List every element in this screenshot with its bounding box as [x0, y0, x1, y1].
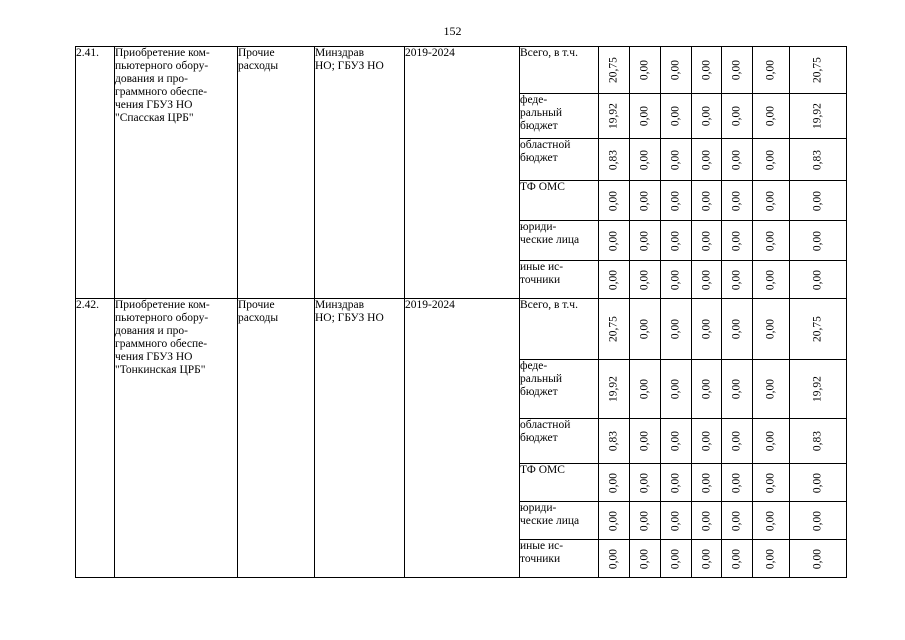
- amount-value: 0,00: [638, 318, 651, 340]
- amount-cell: [753, 540, 790, 578]
- funding-source-line: Всего, в т.ч.: [520, 47, 578, 59]
- amount-value: 0,00: [764, 548, 777, 569]
- amount-value: 0,00: [730, 548, 743, 569]
- amount-value: 19,92: [811, 376, 824, 402]
- activity-description: [115, 47, 238, 299]
- amount-value: 0,00: [700, 430, 712, 452]
- funding-source-line: Всего, в т.ч.: [520, 299, 578, 311]
- amount-value: 20,75: [811, 57, 824, 83]
- amount-cell: [722, 47, 753, 94]
- amount-value: 0,00: [700, 105, 712, 127]
- activity-description-line: "Спасская ЦРБ": [115, 112, 194, 124]
- amount-cell: [630, 360, 661, 419]
- amount-cell: [753, 261, 790, 299]
- period: 2019-2024: [405, 299, 520, 578]
- amount-cell: [753, 502, 790, 540]
- amount-value: 20,75: [607, 57, 620, 83]
- funding-source: [520, 299, 599, 360]
- amount-value: 0,00: [700, 59, 712, 81]
- amount-cell: [790, 261, 847, 299]
- amount-cell: [790, 360, 847, 419]
- funding-source-line: бюджет: [520, 120, 558, 132]
- amount-value: 20,75: [811, 316, 824, 342]
- amount-value: 0,00: [638, 59, 651, 81]
- amount-value: 0,00: [730, 510, 743, 531]
- amount-value: 0,00: [669, 318, 682, 340]
- amount-value: 19,92: [607, 376, 620, 402]
- amount-cell: [599, 139, 630, 181]
- amount-value: 0,00: [669, 472, 682, 493]
- amount-value: 0,00: [764, 59, 777, 81]
- amount-value: 0,00: [638, 472, 651, 493]
- amount-value: 0,00: [700, 149, 712, 170]
- amount-value: 0,00: [700, 269, 712, 290]
- amount-cell: [630, 94, 661, 139]
- amount-value: 19,92: [811, 103, 824, 129]
- amount-cell: [599, 419, 630, 464]
- amount-value: 0,00: [700, 318, 712, 340]
- executor-line: НО; ГБУЗ НО: [315, 60, 384, 72]
- amount-cell: [630, 261, 661, 299]
- amount-value: 0,00: [764, 190, 777, 211]
- amount-cell: [722, 419, 753, 464]
- amount-value: 0,00: [700, 510, 712, 531]
- amount-cell: [790, 299, 847, 360]
- funding-source: [520, 261, 599, 299]
- amount-value: 0,00: [669, 378, 682, 400]
- amount-value: 0,00: [811, 230, 824, 251]
- amount-value: 0,00: [638, 430, 651, 452]
- amount-cell: [722, 181, 753, 221]
- amount-value: 20,75: [607, 316, 620, 342]
- amount-value: 0,00: [669, 430, 682, 452]
- funding-source: [520, 419, 599, 464]
- funding-source-line: точники: [520, 274, 561, 286]
- funding-source: [520, 540, 599, 578]
- funding-source-line: ральный: [520, 107, 562, 119]
- amount-value: 0,00: [764, 318, 777, 340]
- amount-cell: [630, 502, 661, 540]
- table-row: [76, 299, 847, 360]
- funding-source-line: бюджет: [520, 386, 558, 398]
- amount-cell: [692, 47, 722, 94]
- funding-source-line: феде-: [520, 94, 548, 106]
- amount-value: 0,00: [700, 472, 712, 493]
- amount-cell: [753, 139, 790, 181]
- amount-cell: [599, 261, 630, 299]
- amount-cell: [692, 464, 722, 502]
- activity-description-line: дования и про-: [115, 325, 188, 337]
- amount-cell: [753, 360, 790, 419]
- amount-cell: [753, 464, 790, 502]
- amount-cell: [661, 47, 692, 94]
- amount-value: 0,00: [730, 230, 743, 251]
- activity-code: 2.42.: [76, 299, 115, 578]
- amount-cell: [630, 464, 661, 502]
- amount-value: 0,00: [700, 548, 712, 569]
- activity-description: [115, 299, 238, 578]
- activity-description-line: пьютерного обору-: [115, 312, 209, 324]
- amount-cell: [661, 94, 692, 139]
- amount-value: 0,00: [638, 149, 651, 170]
- funding-source: [520, 360, 599, 419]
- amount-value: 0,00: [811, 269, 824, 290]
- amount-value: 0,00: [669, 510, 682, 531]
- amount-value: 0,00: [607, 230, 620, 251]
- amount-value: 0,00: [730, 105, 743, 127]
- amount-value: 0,00: [607, 510, 620, 531]
- amount-value: 0,00: [607, 472, 620, 493]
- activity-code: 2.41.: [76, 47, 115, 299]
- amount-cell: [661, 502, 692, 540]
- amount-value: 0,00: [764, 230, 777, 251]
- amount-cell: [599, 464, 630, 502]
- page-number: 152: [443, 24, 462, 38]
- amount-value: 0,00: [669, 190, 682, 211]
- amount-cell: [722, 502, 753, 540]
- funding-source: [520, 181, 599, 221]
- amount-value: 0,83: [811, 149, 824, 170]
- amount-value: 0,00: [811, 190, 824, 211]
- amount-value: 0,00: [669, 230, 682, 251]
- amount-cell: [722, 360, 753, 419]
- amount-cell: [661, 299, 692, 360]
- funding-source-line: ческие лица: [520, 515, 580, 527]
- amount-value: 0,00: [669, 59, 682, 81]
- amount-cell: [753, 299, 790, 360]
- amount-value: 0,00: [730, 430, 743, 452]
- amount-value: 0,00: [764, 430, 777, 452]
- amount-value: 0,00: [607, 548, 620, 569]
- amount-cell: [753, 181, 790, 221]
- expense-type: [238, 47, 315, 299]
- activity-description-line: Приобретение ком-: [115, 299, 210, 311]
- amount-value: 0,00: [638, 510, 651, 531]
- funding-source-line: иные ис-: [520, 261, 564, 273]
- activity-description-line: пьютерного обору-: [115, 60, 209, 72]
- amount-value: 0,00: [730, 149, 743, 170]
- amount-cell: [692, 221, 722, 261]
- amount-cell: [692, 360, 722, 419]
- amount-cell: [661, 540, 692, 578]
- amount-cell: [599, 360, 630, 419]
- funding-source-line: бюджет: [520, 432, 558, 444]
- funding-source: [520, 502, 599, 540]
- amount-value: 0,00: [607, 190, 620, 211]
- amount-cell: [722, 261, 753, 299]
- amount-cell: [630, 47, 661, 94]
- amount-cell: [692, 299, 722, 360]
- funding-source-line: иные ис-: [520, 540, 564, 552]
- amount-value: 0,00: [730, 472, 743, 493]
- amount-value: 0,00: [764, 472, 777, 493]
- amount-cell: [790, 464, 847, 502]
- funding-source-line: бюджет: [520, 152, 558, 164]
- funding-source-line: областной: [520, 419, 571, 431]
- amount-cell: [692, 261, 722, 299]
- amount-cell: [692, 540, 722, 578]
- amount-value: 0,00: [764, 378, 777, 400]
- funding-source-line: точники: [520, 553, 561, 565]
- amount-value: 0,00: [638, 190, 651, 211]
- amount-value: 0,00: [730, 269, 743, 290]
- amount-cell: [630, 221, 661, 261]
- activity-description-line: граммного обеспе-: [115, 338, 208, 350]
- executor-line: НО; ГБУЗ НО: [315, 312, 384, 324]
- funding-source: [520, 47, 599, 94]
- amount-cell: [753, 221, 790, 261]
- amount-cell: [630, 139, 661, 181]
- amount-value: 0,00: [669, 269, 682, 290]
- activity-description-line: дования и про-: [115, 73, 188, 85]
- amount-cell: [630, 181, 661, 221]
- funding-source-line: ТФ ОМС: [520, 181, 565, 193]
- amount-cell: [692, 139, 722, 181]
- amount-cell: [599, 540, 630, 578]
- table-body: [76, 47, 847, 578]
- amount-cell: [753, 47, 790, 94]
- activity-description-line: Приобретение ком-: [115, 47, 210, 59]
- activity-description-line: чения ГБУЗ НО: [115, 99, 193, 111]
- amount-value: 0,00: [811, 472, 824, 493]
- amount-cell: [692, 94, 722, 139]
- table-row: [76, 47, 847, 94]
- amount-cell: [790, 139, 847, 181]
- amount-cell: [722, 221, 753, 261]
- funding-source-line: ческие лица: [520, 234, 580, 246]
- funding-source-line: юриди-: [520, 221, 557, 233]
- activity-description-line: граммного обеспе-: [115, 86, 208, 98]
- amount-cell: [599, 221, 630, 261]
- amount-value: 0,00: [730, 318, 743, 340]
- amount-cell: [661, 181, 692, 221]
- funding-source: [520, 139, 599, 181]
- amount-value: 0,00: [700, 190, 712, 211]
- amount-cell: [722, 540, 753, 578]
- amount-value: 0,00: [638, 548, 651, 569]
- amount-cell: [692, 419, 722, 464]
- amount-value: 0,00: [764, 510, 777, 531]
- amount-value: 0,00: [669, 105, 682, 127]
- amount-cell: [630, 299, 661, 360]
- amount-cell: [599, 502, 630, 540]
- activity-description-line: чения ГБУЗ НО: [115, 351, 193, 363]
- amount-value: 0,00: [669, 149, 682, 170]
- executor: [315, 47, 405, 299]
- activity-description-line: "Тонкинская ЦРБ": [115, 364, 206, 376]
- amount-cell: [722, 299, 753, 360]
- amount-cell: [599, 299, 630, 360]
- amount-value: 0,00: [730, 59, 743, 81]
- amount-cell: [661, 360, 692, 419]
- amount-value: 0,00: [638, 105, 651, 127]
- amount-cell: [661, 139, 692, 181]
- amount-cell: [599, 181, 630, 221]
- amount-value: 0,83: [607, 149, 620, 170]
- period: 2019-2024: [405, 47, 520, 299]
- amount-cell: [790, 540, 847, 578]
- executor: [315, 299, 405, 578]
- funding-source: [520, 94, 599, 139]
- amount-cell: [661, 221, 692, 261]
- amount-value: 0,00: [811, 548, 824, 569]
- amount-cell: [599, 94, 630, 139]
- amount-cell: [692, 181, 722, 221]
- amount-cell: [790, 181, 847, 221]
- amount-cell: [661, 419, 692, 464]
- amount-cell: [599, 47, 630, 94]
- amount-cell: [630, 540, 661, 578]
- amount-cell: [790, 502, 847, 540]
- funding-source: [520, 464, 599, 502]
- amount-value: 0,00: [638, 378, 651, 400]
- amount-cell: [790, 47, 847, 94]
- amount-cell: [790, 419, 847, 464]
- expense-type-line: расходы: [238, 60, 279, 72]
- amount-value: 0,00: [730, 378, 743, 400]
- amount-cell: [722, 94, 753, 139]
- amount-value: 0,00: [638, 230, 651, 251]
- amount-value: 0,00: [669, 548, 682, 569]
- amount-cell: [630, 419, 661, 464]
- amount-value: 0,83: [607, 430, 620, 452]
- program-activities-table: [75, 46, 847, 578]
- amount-cell: [790, 221, 847, 261]
- expense-type-line: Прочие: [238, 47, 275, 59]
- amount-value: 0,00: [700, 378, 712, 400]
- amount-value: 0,00: [764, 149, 777, 170]
- amount-cell: [661, 261, 692, 299]
- expense-type-line: Прочие: [238, 299, 275, 311]
- amount-value: 0,00: [638, 269, 651, 290]
- expense-type-line: расходы: [238, 312, 279, 324]
- funding-source-line: областной: [520, 139, 571, 151]
- amount-value: 0,00: [700, 230, 712, 251]
- funding-source: [520, 221, 599, 261]
- executor-line: Минздрав: [315, 299, 365, 311]
- amount-cell: [753, 419, 790, 464]
- amount-cell: [722, 464, 753, 502]
- funding-source-line: юриди-: [520, 502, 557, 514]
- funding-source-line: феде-: [520, 360, 548, 372]
- amount-cell: [790, 94, 847, 139]
- amount-value: 0,83: [811, 430, 824, 452]
- amount-value: 0,00: [811, 510, 824, 531]
- funding-source-line: ТФ ОМС: [520, 464, 565, 476]
- amount-cell: [722, 139, 753, 181]
- amount-cell: [753, 94, 790, 139]
- executor-line: Минздрав: [315, 47, 365, 59]
- expense-type: [238, 299, 315, 578]
- amount-cell: [661, 464, 692, 502]
- amount-value: 0,00: [764, 105, 777, 127]
- amount-cell: [692, 502, 722, 540]
- amount-value: 19,92: [607, 103, 620, 129]
- amount-value: 0,00: [764, 269, 777, 290]
- amount-value: 0,00: [730, 190, 743, 211]
- amount-value: 0,00: [607, 269, 620, 290]
- funding-source-line: ральный: [520, 373, 562, 385]
